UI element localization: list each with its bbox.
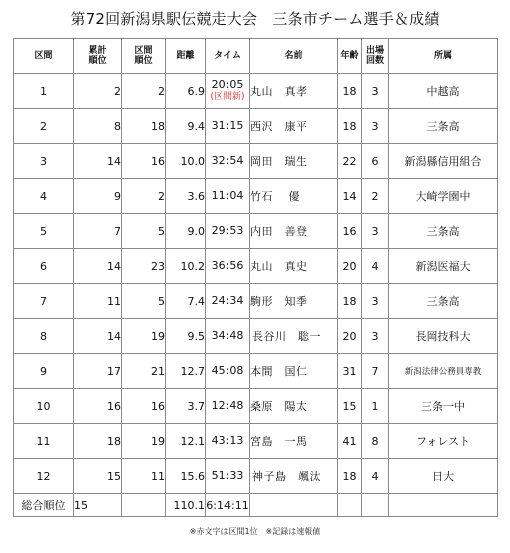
- total-distance: 110.1: [166, 494, 206, 517]
- name-cell: 桑原 陽太: [250, 389, 338, 424]
- appearances-cell: 4: [362, 249, 389, 284]
- distance-cell: 12.1: [166, 424, 206, 459]
- age-cell: 20: [338, 319, 362, 354]
- distance-cell: 12.7: [166, 354, 206, 389]
- name-cell: 竹石 優: [250, 179, 338, 214]
- table-row: [14, 284, 498, 319]
- appearances-cell: 7: [362, 354, 389, 389]
- time-cell: 11:04: [206, 179, 250, 214]
- time-cell: 36:56: [206, 249, 250, 284]
- distance-cell: 9.4: [166, 109, 206, 144]
- header-name: 名前: [250, 39, 338, 74]
- leg-cell: 8: [14, 319, 74, 354]
- cumulative-rank-cell: 14: [74, 319, 122, 354]
- header-leg-rank: 区間順位: [122, 39, 166, 74]
- footnote: ※赤文字は区間1位 ※記録は速報値: [189, 527, 321, 536]
- time-cell: 34:48: [206, 319, 250, 354]
- leg-rank-cell: 18: [122, 109, 166, 144]
- total-empty-cell: [389, 494, 498, 517]
- age-cell: 18: [338, 74, 362, 109]
- leg-cell: 11: [14, 424, 74, 459]
- appearances-cell: 2: [362, 179, 389, 214]
- leg-cell: 4: [14, 179, 74, 214]
- header-cumulative-rank: 累計順位: [74, 39, 122, 74]
- appearances-cell: 3: [362, 284, 389, 319]
- time-cell: 43:13: [206, 424, 250, 459]
- time-cell: 12:48: [206, 389, 250, 424]
- page-title: 第72回新潟県駅伝競走大会 三条市チーム選手＆成績: [70, 10, 440, 28]
- affiliation-cell: フォレスト: [389, 424, 498, 459]
- table-row: [14, 214, 498, 249]
- appearances-cell: 3: [362, 74, 389, 109]
- record-note: (区間新): [210, 92, 245, 102]
- table-row: [14, 459, 498, 494]
- appearances-cell: 4: [362, 459, 389, 494]
- cumulative-rank-cell: 16: [74, 389, 122, 424]
- leg-rank-cell: 16: [122, 389, 166, 424]
- table-row: [14, 179, 498, 214]
- name-cell: 内田 善登: [250, 214, 338, 249]
- cumulative-rank-cell: 11: [74, 284, 122, 319]
- time-cell: [206, 74, 250, 109]
- distance-cell: 10.0: [166, 144, 206, 179]
- total-label: 総合順位: [14, 494, 74, 517]
- results-table: [13, 38, 498, 517]
- leg-cell: 1: [14, 74, 74, 109]
- leg-cell: 9: [14, 354, 74, 389]
- appearances-cell: 1: [362, 389, 389, 424]
- header-row: [14, 39, 498, 74]
- total-time: 6:14:11: [206, 494, 250, 517]
- cumulative-rank-cell: 9: [74, 179, 122, 214]
- name-cell: 丸山 真史: [250, 249, 338, 284]
- cumulative-rank-cell: 7: [74, 214, 122, 249]
- cumulative-rank-cell: 17: [74, 354, 122, 389]
- distance-cell: 7.4: [166, 284, 206, 319]
- affiliation-cell: 新潟縣信用組合: [389, 144, 498, 179]
- cumulative-rank-cell: 14: [74, 144, 122, 179]
- affiliation-cell: 三条高: [389, 284, 498, 319]
- leg-rank-cell: 5: [122, 284, 166, 319]
- appearances-cell: 3: [362, 319, 389, 354]
- table-row: [14, 249, 498, 284]
- appearances-cell: 6: [362, 144, 389, 179]
- age-cell: 18: [338, 109, 362, 144]
- cumulative-rank-cell: 18: [74, 424, 122, 459]
- leg-rank-cell: 5: [122, 214, 166, 249]
- table-row: [14, 424, 498, 459]
- affiliation-cell: 新潟法律公務員専教: [389, 354, 498, 389]
- time-cell: 29:53: [206, 214, 250, 249]
- distance-cell: 6.9: [166, 74, 206, 109]
- header-appearances: 出場回数: [362, 39, 389, 74]
- table-row: [14, 319, 498, 354]
- affiliation-cell: 日大: [389, 459, 498, 494]
- appearances-cell: 3: [362, 109, 389, 144]
- header-affiliation: 所属: [389, 39, 498, 74]
- header-distance: 距離: [166, 39, 206, 74]
- time-value: 20:05: [211, 78, 244, 91]
- age-cell: 41: [338, 424, 362, 459]
- leg-rank-cell: 16: [122, 144, 166, 179]
- leg-rank-cell: 21: [122, 354, 166, 389]
- affiliation-cell: 中越高: [389, 74, 498, 109]
- leg-rank-cell: 19: [122, 424, 166, 459]
- affiliation-cell: 三条一中: [389, 389, 498, 424]
- leg-cell: 12: [14, 459, 74, 494]
- affiliation-cell: 新潟医福大: [389, 249, 498, 284]
- leg-rank-cell: 11: [122, 459, 166, 494]
- leg-cell: 3: [14, 144, 74, 179]
- name-cell: 長谷川 聡一: [250, 319, 338, 354]
- name-cell: 宮島 一馬: [250, 424, 338, 459]
- name-cell: 岡田 瑞生: [250, 144, 338, 179]
- name-cell: 本間 国仁: [250, 354, 338, 389]
- name-cell: 神子島 颯汰: [250, 459, 338, 494]
- distance-cell: 15.6: [166, 459, 206, 494]
- distance-cell: 3.6: [166, 179, 206, 214]
- table-row: [14, 389, 498, 424]
- total-empty-cell: [338, 494, 362, 517]
- affiliation-cell: 三条高: [389, 214, 498, 249]
- total-row: [14, 494, 498, 517]
- leg-rank-cell: 2: [122, 74, 166, 109]
- distance-cell: 3.7: [166, 389, 206, 424]
- time-cell: 45:08: [206, 354, 250, 389]
- name-cell: 丸山 真孝: [250, 74, 338, 109]
- time-cell: 32:54: [206, 144, 250, 179]
- leg-cell: 10: [14, 389, 74, 424]
- age-cell: 16: [338, 214, 362, 249]
- leg-cell: 5: [14, 214, 74, 249]
- name-cell: 駒形 知季: [250, 284, 338, 319]
- age-cell: 18: [338, 459, 362, 494]
- leg-rank-cell: 23: [122, 249, 166, 284]
- cumulative-rank-cell: 2: [74, 74, 122, 109]
- cumulative-rank-cell: 15: [74, 459, 122, 494]
- time-cell: 51:33: [206, 459, 250, 494]
- total-empty-cell: [250, 494, 338, 517]
- age-cell: 18: [338, 284, 362, 319]
- table-row: [14, 74, 498, 109]
- table-row: [14, 109, 498, 144]
- cumulative-rank-cell: 8: [74, 109, 122, 144]
- affiliation-cell: 三条高: [389, 109, 498, 144]
- header-time: タイム: [206, 39, 250, 74]
- name-cell: 西沢 康平: [250, 109, 338, 144]
- leg-cell: 2: [14, 109, 74, 144]
- age-cell: 31: [338, 354, 362, 389]
- age-cell: 14: [338, 179, 362, 214]
- affiliation-cell: 大崎学園中: [389, 179, 498, 214]
- affiliation-cell: 長岡技科大: [389, 319, 498, 354]
- time-cell: 31:15: [206, 109, 250, 144]
- total-rank: 15: [74, 494, 122, 517]
- appearances-cell: 8: [362, 424, 389, 459]
- header-age: 年齢: [338, 39, 362, 74]
- distance-cell: 9.5: [166, 319, 206, 354]
- distance-cell: 10.2: [166, 249, 206, 284]
- table-row: [14, 354, 498, 389]
- leg-cell: 7: [14, 284, 74, 319]
- age-cell: 15: [338, 389, 362, 424]
- leg-rank-cell: 2: [122, 179, 166, 214]
- total-empty-cell: [362, 494, 389, 517]
- leg-cell: 6: [14, 249, 74, 284]
- table-row: [14, 144, 498, 179]
- cumulative-rank-cell: 14: [74, 249, 122, 284]
- time-cell: 24:34: [206, 284, 250, 319]
- total-empty-cell: [122, 494, 166, 517]
- header-leg: 区間: [14, 39, 74, 74]
- appearances-cell: 3: [362, 214, 389, 249]
- age-cell: 22: [338, 144, 362, 179]
- distance-cell: 9.0: [166, 214, 206, 249]
- leg-rank-cell: 19: [122, 319, 166, 354]
- age-cell: 20: [338, 249, 362, 284]
